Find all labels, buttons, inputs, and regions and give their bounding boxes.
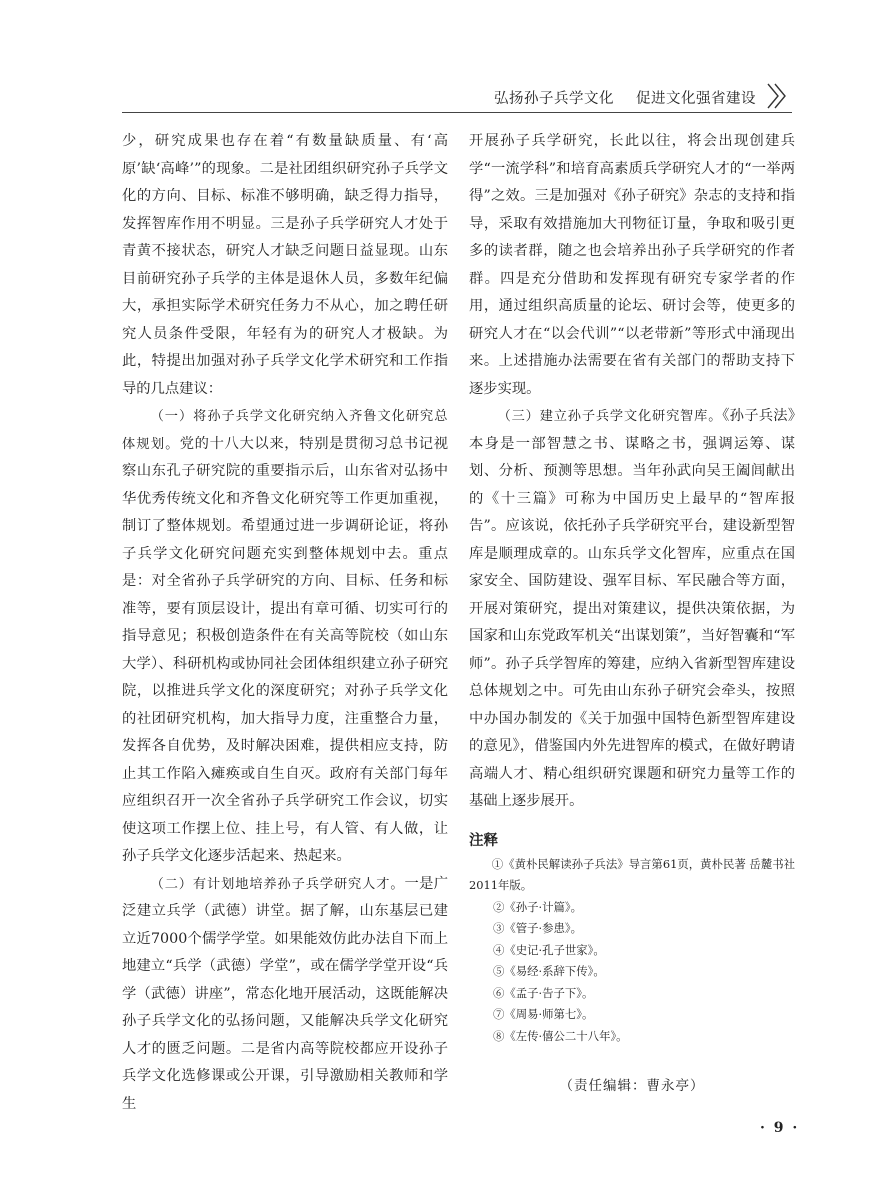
paragraph: [469, 403, 795, 816]
section-heading-3: （三）建立孙子兵学文化研究智库。: [497, 409, 723, 424]
running-header: [140, 85, 790, 107]
section-body-2: 一是广泛建立兵学（武德）讲堂。据了解，山东基层已建立近7000个儒学学堂。如果能效仿此办法自下而上地建立“兵学（武德）学堂”，或在儒学学堂开设“兵学（武德）讲座”，常态化地开展活动，这既能解决孙子兵学文化的弘扬问题，又能解决兵学文化研究人才的匮乏问题。二是省内高等院校都应开设孙子兵学文化选修课或公开课，引导激励相关教师和学生: [122, 875, 448, 1112]
header-title-left: 弘扬孙子兵学文化: [494, 91, 614, 107]
section-heading-2: （二）有计划地培养孙子兵学研究人才。: [150, 876, 405, 892]
note-item: ⑥《孟子·告子下》。: [492, 985, 594, 1000]
note-item: ⑦《周易·师第七》。: [492, 1007, 594, 1021]
notes-title: 注释: [469, 832, 498, 849]
paragraph: 少，研究成果也存在着“有数量缺质量、有‘高原’缺‘高峰’”的现象。二是社团组织研究孙子兵学文化的方向、目标、标准不够明确，缺乏得力指导，发挥智库作用不明显。三是孙子兵学研究人才处于青黄不接状态，研究人才缺乏问题日益显现。山东目前研究孙子兵学的主体是退休人员，多数年纪偏大，承担实际学术研究任务力不从心，加之聘任研究人员条件受限，年轻有为的研究人才极缺。为此，特提出加强对孙子兵学文化学术研究和工作指导的几点建议：: [122, 133, 448, 397]
note-item: ①《黄朴民解读孙子兵法》导言第61页，黄朴民著 岳麓书社 2011年版。: [469, 856, 795, 892]
double-chevron-right-icon: [762, 82, 790, 110]
note-item: ⑤《易经·系辞下传》。: [492, 964, 605, 978]
paragraph: 开展孙子兵学研究，长此以往，将会出现创建兵学“一流学科”和培育高素质兵学研究人才的“一举两得”之效。三是加强对《孙子研究》杂志的支持和指导，采取有效措施加大刊物征订量，争取和吸引更多的读者群，随之也会培养出孙子兵学研究的作者群。四是充分借助和发挥现有研究专家学者的作用，通过组织高质量的论坛、研讨会等，使更多的研究人才在“以会代训”“以老带新”等形式中涌现出来。上述措施办法需要在省有关部门的帮助支持下逐步实现。: [469, 133, 795, 397]
header-rule: [122, 112, 792, 113]
right-column: [469, 128, 795, 1101]
section-body-3: 《孙子兵法》本身是一部智慧之书、谋略之书，强调运筹、谋划、分析、预测等思想。当年孙武向吴王阖闾献出的《十三篇》可称为中国历史上最早的“智库报告”。应该说，依托孙子兵学研究平台，建设新型智库是顺理成章的。山东兵学文化智库，应重点在国家安全、国防建设、强军目标、军民融合等方面，开展对策研究，提出对策建议，提供决策依据，为国家和山东党政军机关“出谋划策”，当好智囊和“军师”。孙子兵学智库的筹建，应纳入省新型智库建设总体规划之中。可先由山东孙子研究会牵头，按照中办国办制发的《关于加强中国特色新型智库建设的意见》，借鉴国内外先进智库的模式，在做好聘请高端人才、精心组织研究课题和研究力量等工作的基础上逐步展开。: [469, 408, 795, 809]
section-heading-1: （一）将孙子兵学文化研究纳入齐鲁文化研究总体规划。: [122, 409, 448, 452]
note-item: ⑧《左传·僖公二十八年》。: [492, 1028, 628, 1043]
paragraph: [122, 403, 448, 871]
section-body-1: 党的十八大以来，特别是贯彻习总书记视察山东孔子研究院的重要指示后，山东省对弘扬中华优秀传统文化和齐鲁文化研究等工作更加重视，制订了整体规划。希望通过进一步调研论证，将孙子兵学文化研究问题充实到整体规划中去。重点是：对全省孙子兵学研究的方向、目标、任务和标准等，要有顶层设计，提出有章可循、切实可行的指导意见；积极创造条件在有关高等院校（如山东大学）、科研机构或协同社会团体组织建立孙子研究院，以推进兵学文化的深度研究；对孙子兵学文化的社团研究机构，加大指导力度，注重整合力量，发挥各自优势，及时解决困难，提供相应支持，防止其工作陷入瘫痪或自生自灭。政府有关部门每年应组织召开一次全省孙子兵学研究工作会议，切实使这项工作摆上位、挂上号，有人管、有人做，让孙子兵学文化逐步活起来、热起来。: [122, 435, 449, 864]
note-item: ④《史记·孔子世家》。: [492, 942, 605, 957]
paragraph: [122, 871, 448, 1119]
note-item: ③《管子·参患》。: [492, 921, 582, 935]
page-number: · 9 ·: [760, 1120, 800, 1136]
responsible-editor: （责任编辑：曹永亭）: [559, 1078, 705, 1094]
header-title-right: 促进文化强省建设: [636, 91, 756, 107]
note-item: ②《孙子·计篇》。: [492, 899, 582, 914]
left-column: [122, 128, 448, 1118]
